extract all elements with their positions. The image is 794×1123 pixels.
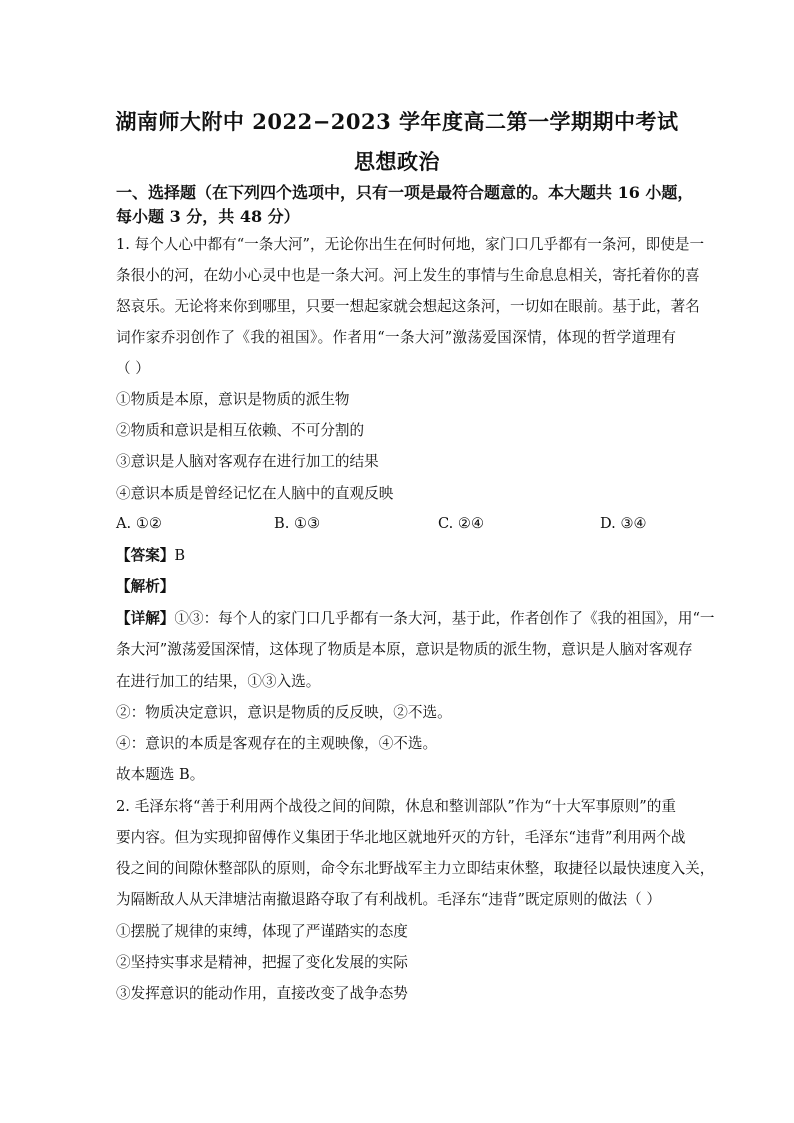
q1-detail-line: 在进行加工的结果，①③入选。 xyxy=(116,673,321,690)
q1-option-d: D. ③④ xyxy=(600,515,647,532)
q1-detail-line xyxy=(116,609,715,629)
q2-statement: ①摆脱了规律的束缚，体现了严谨踏实的态度 xyxy=(116,923,408,940)
exam-title: 湖南师大附中 2022−2023 学年度高二第一学期期中考试 xyxy=(115,109,679,134)
q1-stem-line: 词作家乔羽创作了《我的祖国》。作者用“一条大河”激荡爱国深情，体现的哲学道理有 xyxy=(116,329,676,346)
q1-stem-line: 怒哀乐。无论将来你到哪里，只要一想起家就会想起这条河，一切如在眼前。基于此，著名 xyxy=(116,298,700,315)
q2-statement: ②坚持实事求是精神，把握了变化发展的实际 xyxy=(116,954,408,971)
q1-analysis xyxy=(116,577,676,597)
q1-stem-line: （ ） xyxy=(116,360,150,377)
q1-option-b: B. ①③ xyxy=(274,515,321,532)
q1-detail-line: 故本题选 B。 xyxy=(116,766,205,783)
q1-statement: ③意识是人脑对客观存在进行加工的结果 xyxy=(116,453,379,470)
detail-text: ①③：每个人的家门口几乎都有一条大河，基于此，作者创作了《我的祖国》，用“一 xyxy=(174,610,715,627)
q1-option-c: C. ②④ xyxy=(438,515,485,532)
q2-stem-line: 要内容。但为实现抑留傅作义集团于华北地区就地歼灭的方针，毛泽东“违背”利用两个战 xyxy=(116,829,686,846)
q1-stem-line: 1. 每个人心中都有“一条大河”，无论你出生在何时何地，家门口几乎都有一条河，即使是一 xyxy=(116,236,705,253)
q2-statement: ③发挥意识的能动作用，直接改变了战争态势 xyxy=(116,985,408,1002)
q1-statement: ①物质是本原，意识是物质的派生物 xyxy=(116,391,350,408)
section-heading-line2: 每小题 3 分，共 48 分） xyxy=(116,207,300,226)
section-heading-line1: 一、选择题（在下列四个选项中，只有一项是最符合题意的。本大题共 16 小题， xyxy=(116,183,694,202)
q2-stem-line: 2. 毛泽东将“善于利用两个战役之间的间隙，休息和整训部队”作为“十大军事原则”的重 xyxy=(116,798,676,815)
q1-detail-line: ②：物质决定意识，意识是物质的反反映，②不选。 xyxy=(116,704,452,721)
analysis-tag: 【解析】 xyxy=(116,578,175,595)
q2-stem-line: 为隔断敌人从天津塘沽南撤退路夺取了有利战机。毛泽东“违背”既定原则的做法（ ） xyxy=(116,891,661,908)
q1-statement: ④意识本质是曾经记忆在人脑中的直观反映 xyxy=(116,485,394,502)
detail-tag: 【详解】 xyxy=(116,610,175,627)
answer-value: B xyxy=(174,547,186,564)
q1-detail-line: 条大河”激荡爱国深情，这体现了物质是本原，意识是物质的派生物，意识是人脑对客观存 xyxy=(116,641,693,658)
q1-answer xyxy=(116,546,676,566)
q1-detail-line: ④：意识的本质是客观存在的主观映像，④不选。 xyxy=(116,735,438,752)
answer-tag: 【答案】 xyxy=(116,547,175,564)
q1-statement: ②物质和意识是相互依赖、不可分割的 xyxy=(116,422,365,439)
q2-stem-line: 役之间的间隙休整部队的原则，命令东北野战军主力立即结束休整，取捷径以最快速度入关， xyxy=(116,860,715,877)
q1-option-a: A. ①② xyxy=(116,515,162,532)
q1-stem-line: 条很小的河，在幼小心灵中也是一条大河。河上发生的事情与生命息息相关，寄托着你的喜 xyxy=(116,267,700,284)
exam-subject: 思想政治 xyxy=(354,149,440,174)
